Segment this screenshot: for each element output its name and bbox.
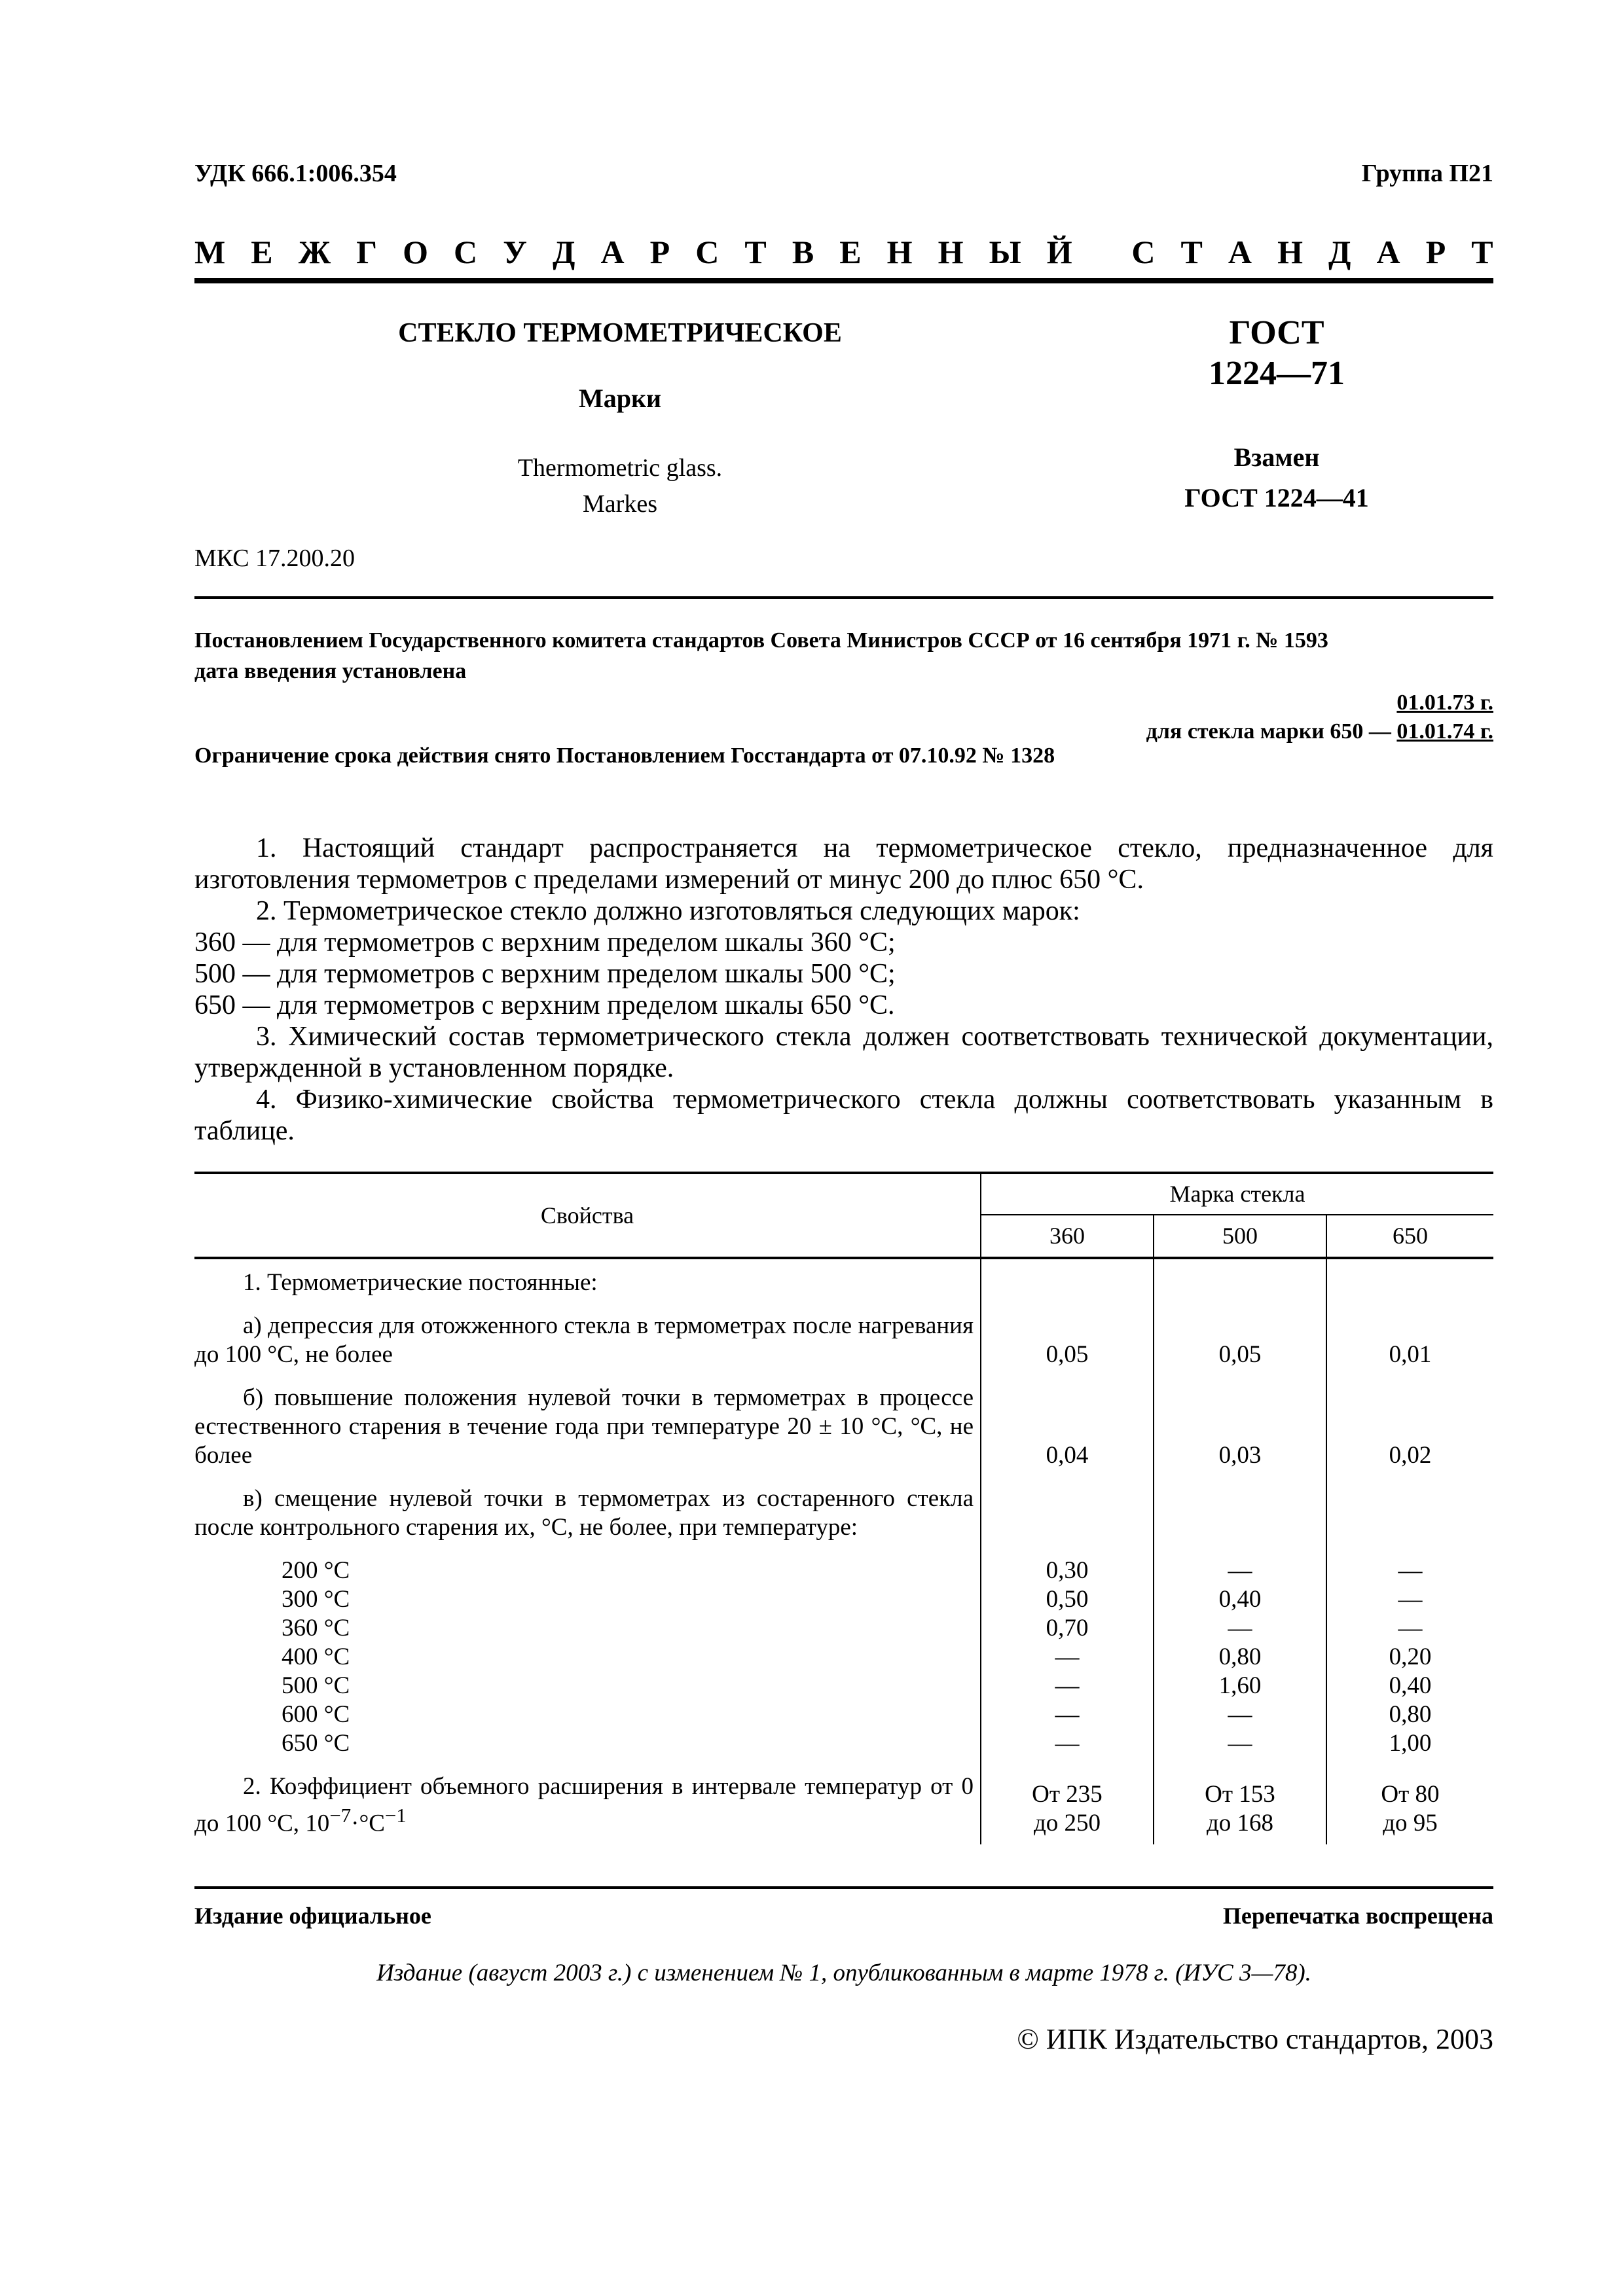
- row-a-text: а) депрессия для отожженного стекла в термометрах после нагревания до 100 °С, не более: [194, 1297, 981, 1369]
- row-b-360: 0,04: [981, 1369, 1154, 1470]
- cell-value: 0,40: [1389, 1672, 1432, 1699]
- cell-value: —: [1398, 1615, 1423, 1641]
- cell-value: 0,80: [1389, 1701, 1432, 1728]
- interstate-letter: Ы: [989, 234, 1021, 270]
- paragraph-2b: 500 — для термометров с верхним пределом шкалы 500 °С;: [194, 959, 896, 989]
- interstate-letter: Е: [251, 234, 273, 270]
- temp-label: 200 °С: [282, 1557, 350, 1584]
- row-a-650: 0,01: [1389, 1341, 1432, 1368]
- cell-value: —: [1228, 1730, 1252, 1757]
- interstate-letter: Д: [1328, 234, 1351, 270]
- row2-mid: ·°С: [351, 1810, 385, 1837]
- cell-value: —: [1055, 1672, 1080, 1699]
- edition-label: Издание официальное: [194, 1903, 431, 1929]
- row-b-650: 0,02: [1389, 1442, 1432, 1469]
- cell-value: —: [1228, 1557, 1252, 1584]
- table-row: [194, 1758, 1493, 1844]
- row2-650: [1326, 1758, 1493, 1844]
- interstate-letter: Т: [1471, 234, 1493, 270]
- temps-list: [194, 1542, 981, 1758]
- row2-text: [194, 1758, 981, 1844]
- interstate-letter: Р: [1425, 234, 1446, 270]
- col-header-grade: Марка стекла: [981, 1173, 1493, 1215]
- paragraph-2: 2. Термометрическое стекло должно изготовляться следующих марок:: [256, 896, 1080, 926]
- table-row: [194, 1297, 1493, 1369]
- cell-value: 0,80: [1218, 1643, 1262, 1670]
- interstate-letter: В: [792, 234, 814, 270]
- interstate-letter: Е: [839, 234, 862, 270]
- cell-value: 1,00: [1389, 1730, 1432, 1757]
- document-subtitle: Марки: [578, 384, 662, 413]
- temps-650: [1326, 1542, 1493, 1758]
- row2-360: [981, 1758, 1154, 1844]
- cell-value: —: [1228, 1701, 1252, 1728]
- cell-value: 1,60: [1218, 1672, 1262, 1699]
- replaces-line2: ГОСТ 1224—41: [1184, 483, 1369, 512]
- cell-value: От 80: [1381, 1781, 1440, 1808]
- cell-value: 0,40: [1218, 1586, 1262, 1613]
- interstate-letter: С: [695, 234, 720, 270]
- row2-sup2: −1: [384, 1804, 407, 1827]
- paragraph-2c: 650 — для термометров с верхним пределом шкалы 650 °С.: [194, 990, 895, 1020]
- cell-value: От 153: [1205, 1781, 1275, 1808]
- table-row: [194, 1470, 1493, 1542]
- temp-label: 400 °С: [282, 1643, 350, 1670]
- interstate-letter: Ж: [298, 234, 331, 270]
- title-rule: [194, 596, 1493, 599]
- document-title: СТЕКЛО ТЕРМОМЕТРИЧЕСКОЕ: [398, 318, 842, 348]
- reprint-notice: Перепечатка воспрещена: [1222, 1903, 1493, 1929]
- cell-value: 0,70: [1046, 1615, 1089, 1641]
- cell-value: 0,20: [1389, 1643, 1432, 1670]
- english-title-line2: Markes: [583, 490, 657, 518]
- row-a-500: 0,05: [1154, 1297, 1326, 1369]
- row-b-text: б) повышение положения нулевой точки в термометрах в процессе естественного старения в течение года при температуре 20 ± 10 °С, °С, не более: [194, 1369, 981, 1470]
- properties-table: [194, 1172, 1493, 1844]
- table-row: [194, 1369, 1493, 1470]
- interstate-letter: У: [503, 234, 527, 270]
- decree-intro-date: дата введения установлена: [194, 659, 467, 683]
- cell-value: От 235: [1032, 1781, 1103, 1808]
- interstate-letter: Н: [1277, 234, 1303, 270]
- temp-label: 650 °С: [282, 1730, 350, 1757]
- interstate-letter: Н: [886, 234, 913, 270]
- interstate-letter: Г: [356, 234, 378, 270]
- col-header-650: 650: [1326, 1215, 1493, 1258]
- interstate-letter: А: [600, 234, 625, 270]
- row-c-text: в) смещение нулевой точки в термометрах из состаренного стекла после контрольного старения их, °С, не более, при температуре:: [194, 1470, 981, 1542]
- header-rule: [194, 278, 1493, 283]
- decree-block: [194, 625, 1493, 687]
- col-header-500: 500: [1154, 1215, 1326, 1258]
- interstate-letter: А: [1376, 234, 1400, 270]
- body-text: [194, 833, 1493, 1147]
- cell-value: —: [1398, 1557, 1423, 1584]
- interstate-letter: Д: [552, 234, 575, 270]
- cell-value: —: [1055, 1643, 1080, 1670]
- interstate-letter: [1098, 233, 1106, 271]
- cell-value: 0,50: [1046, 1586, 1089, 1613]
- mks-code: МКС 17.200.20: [194, 545, 356, 572]
- interstate-letter: Н: [938, 234, 964, 270]
- footer-rule: [194, 1886, 1493, 1889]
- interstate-letter: Р: [649, 234, 670, 270]
- row2-500: [1154, 1758, 1326, 1844]
- english-title: [194, 450, 1046, 522]
- cell-value: 0,30: [1046, 1557, 1089, 1584]
- temps-500: [1154, 1542, 1326, 1758]
- english-title-line1: Thermometric glass.: [517, 454, 723, 482]
- cell-value: до 168: [1206, 1810, 1274, 1837]
- row1-title: 1. Термометрические постоянные:: [194, 1258, 981, 1297]
- interstate-letter: Т: [1180, 234, 1203, 270]
- gost-line1: ГОСТ: [1229, 314, 1324, 351]
- table-row-temps: [194, 1542, 1493, 1758]
- temp-label: 500 °С: [282, 1672, 350, 1699]
- col-header-360: 360: [981, 1215, 1154, 1258]
- interstate-letter: С: [1131, 234, 1156, 270]
- replaces-line1: Взамен: [1233, 442, 1320, 472]
- row2-sup1: −7: [329, 1804, 352, 1827]
- interstate-letter: М: [194, 234, 226, 270]
- col-header-properties: Свойства: [194, 1173, 981, 1258]
- row2-text-main: 2. Коэффициент объемного расширения в интервале температур от 0 до 100 °С, 10: [194, 1773, 974, 1837]
- group-code: Группа П21: [1361, 160, 1493, 187]
- cell-value: до 95: [1383, 1810, 1438, 1837]
- paragraph-3: 3. Химический состав термометрического стекла должен соответствовать технической документации, утвержденной в установленном порядке.: [194, 1022, 1493, 1083]
- copyright: © ИПК Издательство стандартов, 2003: [1017, 2023, 1493, 2055]
- effective-date-2: 01.01.74 г.: [1396, 719, 1493, 744]
- interstate-letter: О: [403, 234, 428, 270]
- temp-label: 300 °С: [282, 1586, 350, 1613]
- effective-date-2-prefix: для стекла марки 650 —: [1146, 719, 1397, 744]
- restriction-note: Ограничение срока действия снято Постановлением Госстандарта от 07.10.92 № 1328: [194, 744, 1055, 768]
- cell-value: —: [1055, 1701, 1080, 1728]
- row-a-360: 0,05: [981, 1297, 1154, 1369]
- gost-line2: 1224—71: [1209, 355, 1345, 392]
- table-row: [194, 1258, 1493, 1297]
- paragraph-4: 4. Физико-химические свойства термометрического стекла должны соответствовать указанным в таблице.: [194, 1085, 1493, 1146]
- row-b-500: 0,03: [1154, 1369, 1326, 1470]
- decree-text: Постановлением Государственного комитета стандартов Совета Министров СССР от 16 сентября 1971 г. № 1593: [194, 628, 1328, 653]
- paragraph-1: 1. Настоящий стандарт распространяется на термометрическое стекло, предназначенное для изготовления термометров с пределами измерений от минус 200 до плюс 650 °С.: [194, 833, 1493, 895]
- replaces-block: [1133, 437, 1421, 518]
- cell-value: —: [1055, 1730, 1080, 1757]
- cell-value: до 250: [1033, 1810, 1101, 1837]
- temp-label: 360 °С: [282, 1615, 350, 1641]
- interstate-letter: Й: [1046, 234, 1072, 270]
- udk-code: УДК 666.1:006.354: [194, 160, 397, 187]
- temps-360: [981, 1542, 1154, 1758]
- interstate-standard-heading: [194, 233, 1493, 271]
- temp-label: 600 °С: [282, 1701, 350, 1728]
- cell-value: —: [1398, 1586, 1423, 1613]
- effective-date-1: 01.01.73 г.: [1396, 691, 1493, 715]
- effective-dates: [1146, 689, 1493, 746]
- cell-value: —: [1228, 1615, 1252, 1641]
- interstate-letter: Т: [744, 234, 767, 270]
- interstate-letter: С: [454, 234, 478, 270]
- paragraph-2a: 360 — для термометров с верхним пределом шкалы 360 °С;: [194, 927, 896, 958]
- interstate-letter: А: [1228, 234, 1252, 270]
- issue-note: Издание (август 2003 г.) с изменением № 1, опубликованным в марте 1978 г. (ИУС 3—78).: [376, 1960, 1311, 1986]
- gost-number: [1133, 313, 1421, 394]
